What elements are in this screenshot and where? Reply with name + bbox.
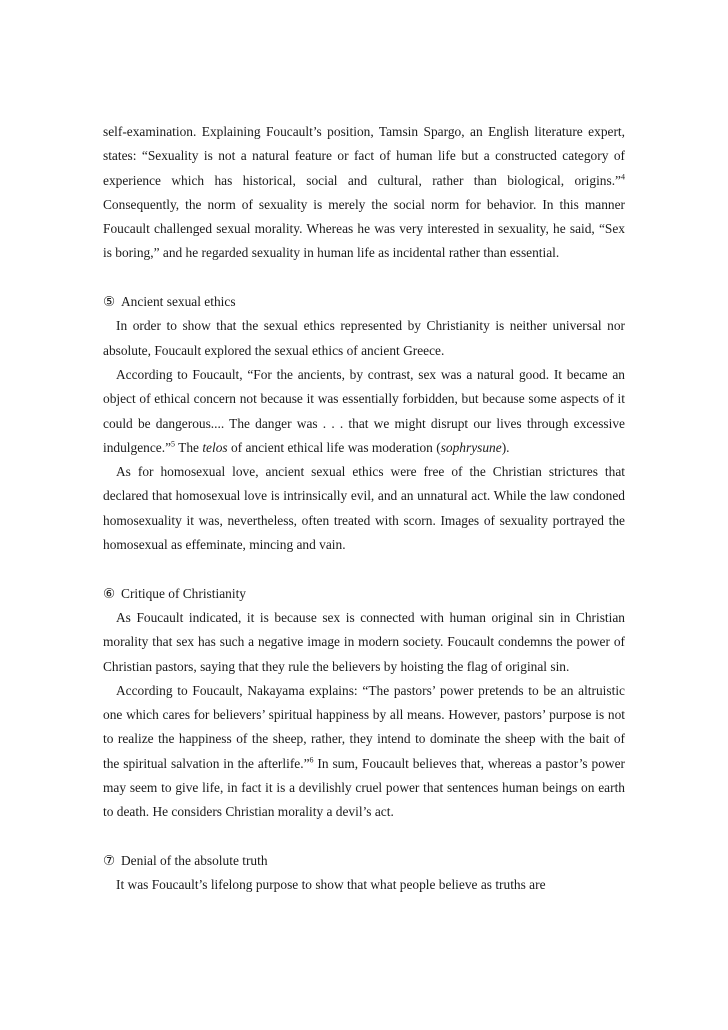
- section-gap: [103, 825, 625, 849]
- section-gap: [103, 266, 625, 290]
- footnote-marker-6: 6: [309, 755, 314, 765]
- s5-p2-text-c: of ancient ethical life was moderation (: [227, 439, 441, 455]
- s5-p2-italic-sophrysune: sophrysune: [440, 439, 502, 455]
- s6-paragraph-1: As Foucault indicated, it is because sex is connected with human original sin in Christian morality that sex has such a negative image in modern society. Foucault condemns the power of Christian pastors, saying that they rule the believers by hoisting the flag of original sin.: [103, 609, 625, 674]
- section-heading-5: [103, 290, 625, 314]
- document-page: [103, 120, 625, 898]
- s5-paragraph-2: [103, 363, 625, 460]
- s5-p2-quote: According to Foucault, “For the ancients, by contrast, sex was a natural good. It became an object of ethical concern not because it was essentially forbidden, but because some aspects of it could be dangerous.... The danger was . . . that we might disrupt our lives through excessive indulgence.”: [103, 366, 625, 455]
- s5-p2-italic-telos: telos: [202, 439, 228, 455]
- section-heading-6: [103, 582, 625, 606]
- footnote-marker-4: 4: [621, 172, 625, 182]
- section-gap: [103, 557, 625, 581]
- section-title-5: Ancient sexual ethics: [121, 294, 236, 310]
- s6-p2-rest: In sum, Foucault believes that, whereas a pastor’s power may seem to give life, in fact it is a devilishly cruel power that sentences human beings on earth to death. He considers Christian morality a devil’s act.: [103, 755, 625, 820]
- s5-p2-text-d: ).: [501, 439, 510, 455]
- section-title-7: Denial of the absolute truth: [121, 852, 268, 868]
- s5-p2-text-b: The: [175, 439, 203, 455]
- s6-p2-quote: According to Foucault, Nakayama explains: “The pastors’ power pretends to be an altruistic one which cares for believers’ spiritual happiness by all means. However, pastors’ purpose is not to realize the happiness of the sheep, rather, they intend to dominate the sheep with the bait of the spiritual salvation in the afterlife.”: [103, 682, 625, 771]
- footnote-marker-5: 5: [171, 439, 176, 449]
- intro-paragraph: [103, 120, 625, 266]
- intro-rest: Consequently, the norm of sexuality is merely the social norm for behavior. In this manner Foucault challenged sexual morality. Whereas he was very interested in sexuality, he said, “Sex is boring,” and he regarded sexuality in human life as incidental rather than essential.: [103, 196, 625, 261]
- section-number-6: ⑥: [103, 585, 116, 601]
- s6-paragraph-2: [103, 679, 625, 825]
- section-title-6: Critique of Christianity: [121, 585, 246, 601]
- section-number-7: ⑦: [103, 852, 116, 868]
- section-heading-7: [103, 849, 625, 873]
- intro-text: self-examination. Explaining Foucault’s position, Tamsin Spargo, an English literature expert, states: “Sexuality is not a natural feature or fact of human life but a constructed category of experience which has historical, social and cultural, rather than biological, origins.”: [103, 124, 625, 188]
- s5-paragraph-1: In order to show that the sexual ethics represented by Christianity is neither universal nor absolute, Foucault explored the sexual ethics of ancient Greece.: [103, 318, 625, 358]
- s5-paragraph-3: As for homosexual love, ancient sexual ethics were free of the Christian strictures that declared that homosexual love is intrinsically evil, and an unnatural act. While the law condoned homosexuality it was, nevertheless, often treated with scorn. Images of sexuality portrayed the homosexual as effeminate, mincing and vain.: [103, 464, 625, 553]
- s7-paragraph-1: It was Foucault’s lifelong purpose to show that what people believe as truths are: [116, 877, 546, 893]
- section-number-5: ⑤: [103, 294, 116, 310]
